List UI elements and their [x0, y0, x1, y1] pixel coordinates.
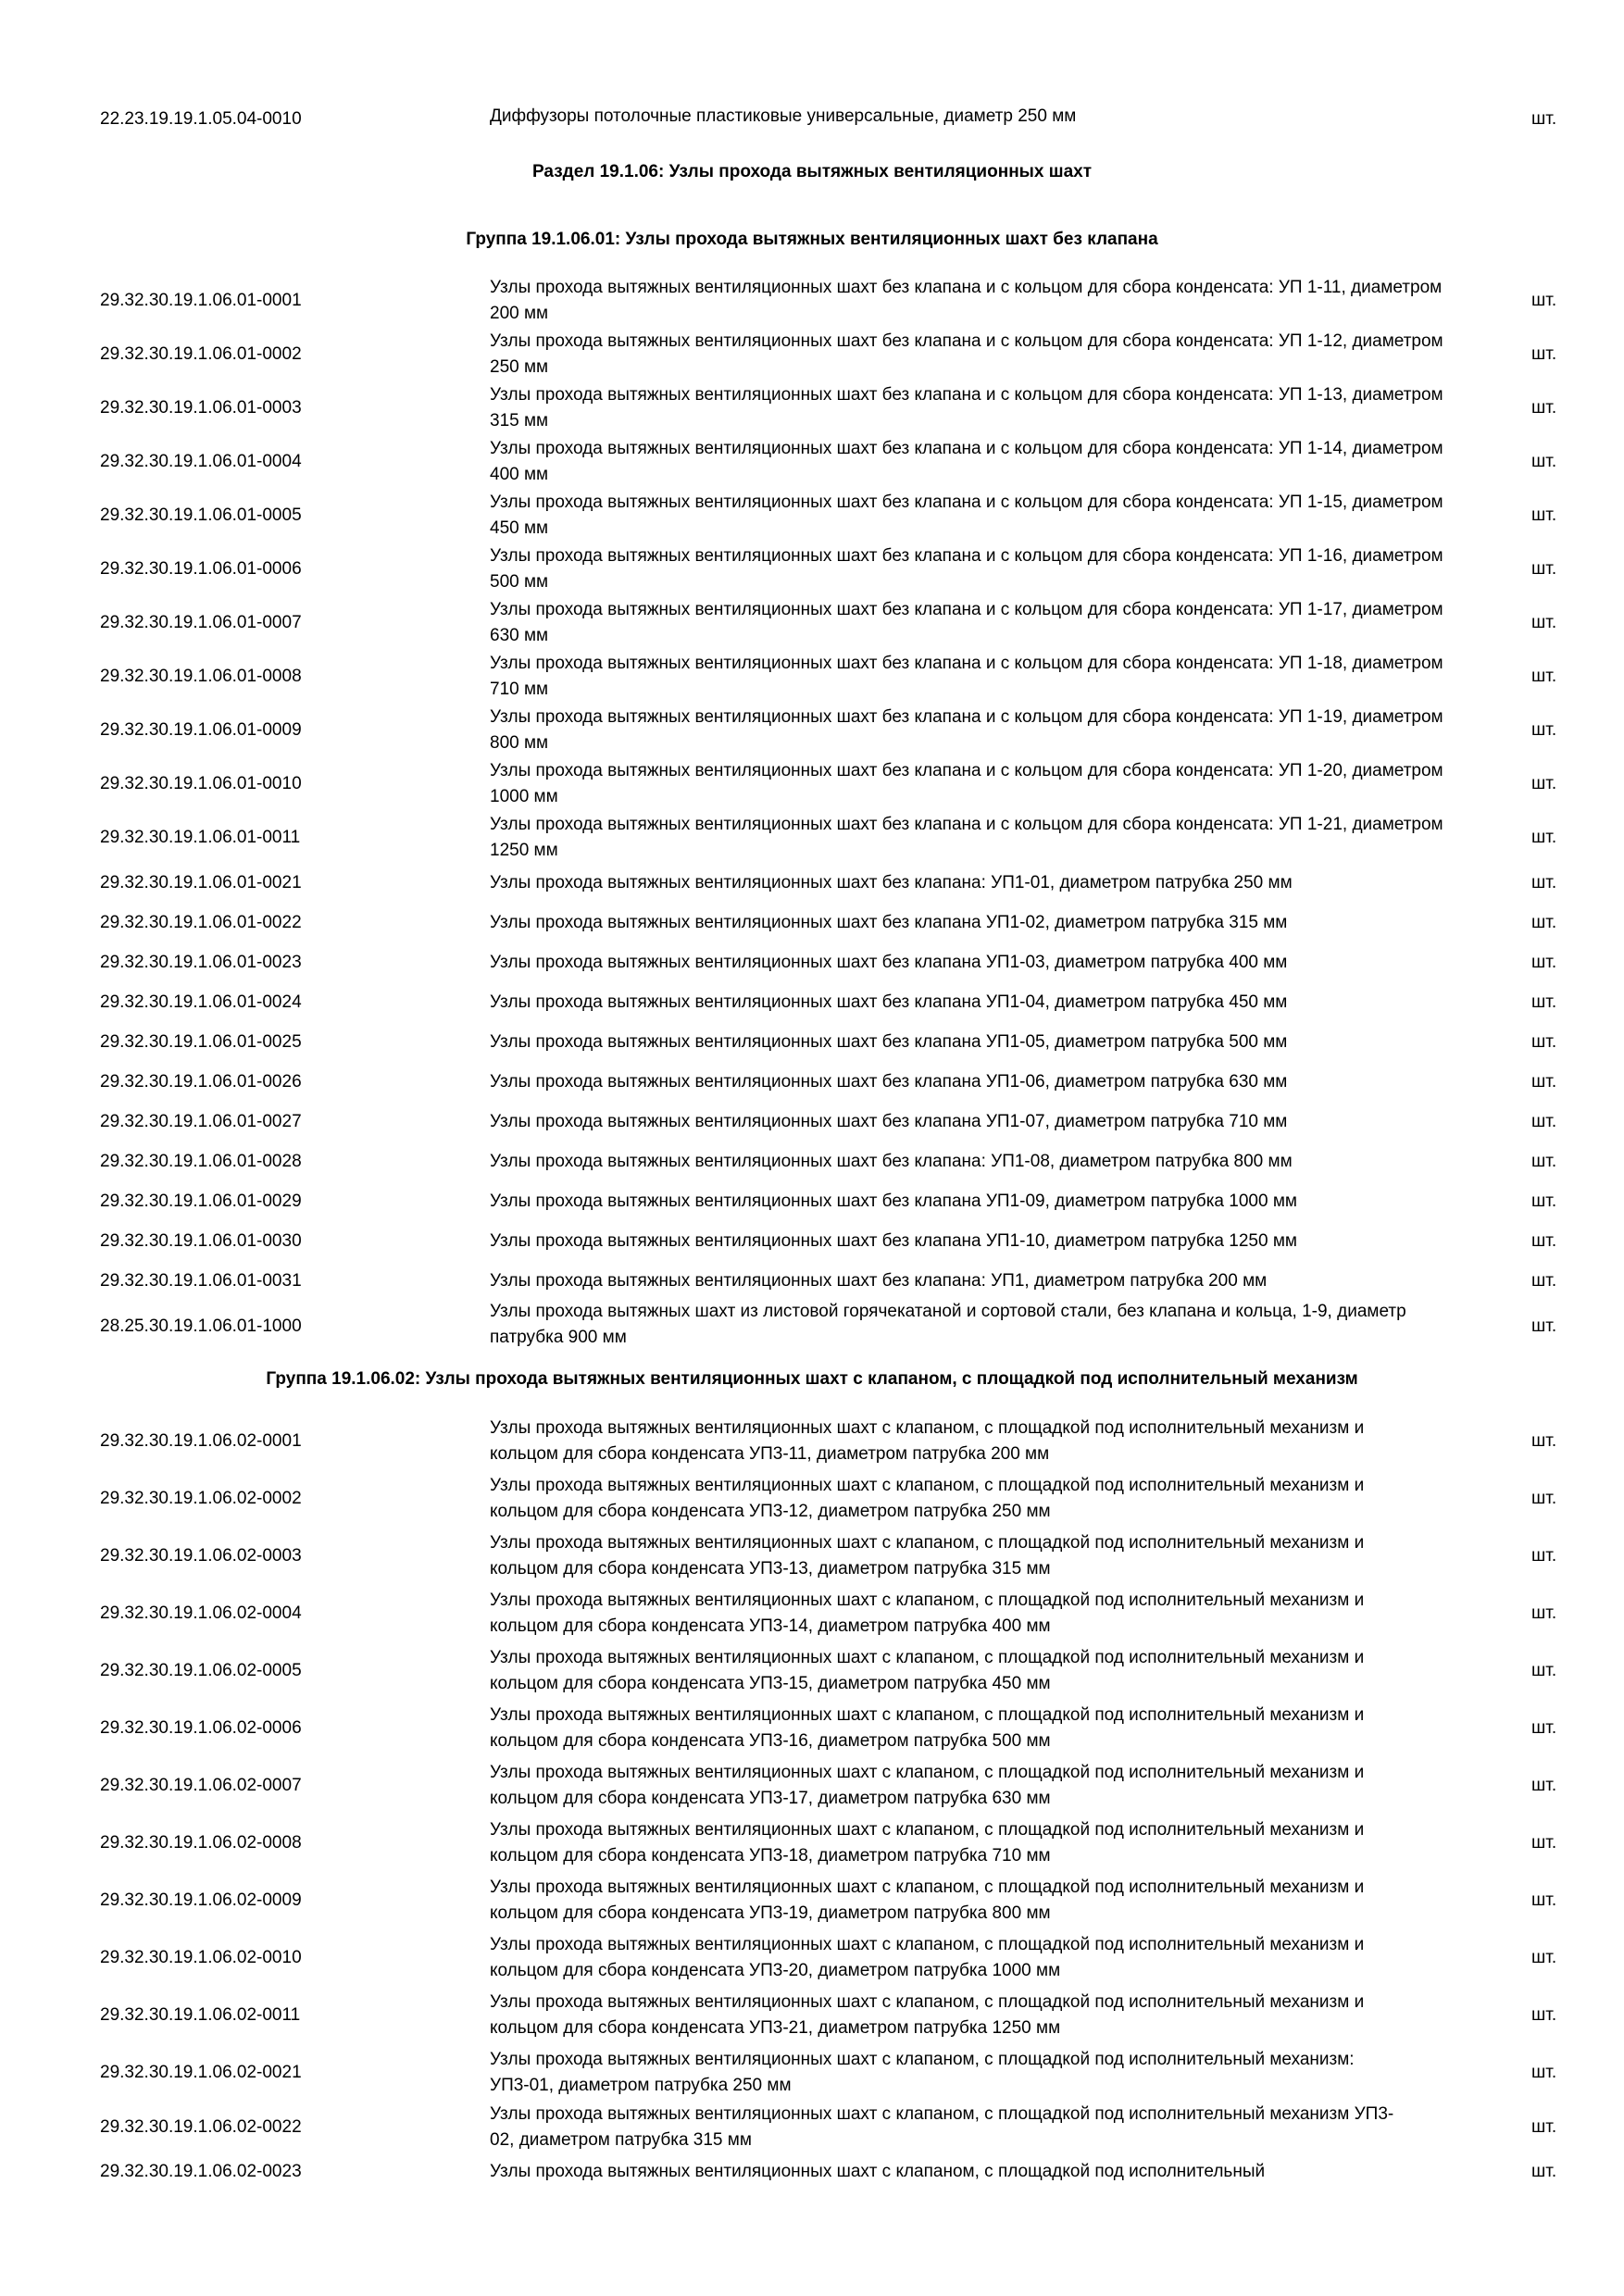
- row-name: Узлы прохода вытяжных вентиляционных шахт с клапаном, с площадкой под исполнительный механизм и кольцом для сбора конденсата УП3-14, диаметром патрубка 400 мм: [490, 1591, 1365, 1636]
- row-unit: шт.: [1531, 1112, 1557, 1131]
- row-unit: шт.: [1531, 1032, 1557, 1052]
- row-unit: шт.: [1531, 913, 1557, 932]
- row-name: Узлы прохода вытяжных вентиляционных шахт без клапана и с кольцом для сбора конденсата: УП 1-16, диаметром 500 мм: [490, 546, 1443, 592]
- row-unit: шт.: [1531, 828, 1557, 847]
- row-unit: шт.: [1531, 1833, 1557, 1853]
- row-name: Диффузоры потолочные пластиковые универсальные, диаметр 250 мм: [490, 106, 1077, 126]
- row-unit: шт.: [1531, 1271, 1557, 1291]
- row-name: Узлы прохода вытяжных вентиляционных шахт без клапана и с кольцом для сбора конденсата: УП 1-19, диаметром 800 мм: [490, 707, 1443, 753]
- row-unit: шт.: [1531, 559, 1557, 579]
- row-code: 29.32.30.19.1.06.02-0001: [100, 1431, 302, 1451]
- row-unit: шт.: [1531, 613, 1557, 632]
- table-row: [0, 1295, 1624, 1347]
- row-code: 29.32.30.19.1.06.01-0023: [100, 953, 302, 972]
- table-row: [0, 873, 1624, 893]
- row-code: 29.32.30.19.1.06.01-0001: [100, 291, 302, 310]
- row-code: 29.32.30.19.1.06.02-0008: [100, 1833, 302, 1853]
- row-name: Узлы прохода вытяжных вентиляционных шахт без клапана УП1-09, диаметром патрубка 1000 мм: [490, 1192, 1297, 1211]
- table-row: [0, 543, 1624, 595]
- row-unit: шт.: [1531, 452, 1557, 471]
- row-code: 29.32.30.19.1.06.01-0009: [100, 720, 302, 740]
- row-name: Узлы прохода вытяжных вентиляционных шахт с клапаном, с площадкой под исполнительный механизм: УП3-01, диаметром патрубка 250 мм: [490, 2050, 1355, 2095]
- row-name: Узлы прохода вытяжных вентиляционных шахт без клапана и с кольцом для сбора конденсата: УП 1-15, диаметром 450 мм: [490, 493, 1443, 538]
- row-unit: шт.: [1531, 1316, 1557, 1336]
- table-row: [0, 2102, 1624, 2153]
- row-unit: шт.: [1531, 1489, 1557, 1508]
- row-unit: шт.: [1531, 1948, 1557, 1967]
- row-code: 29.32.30.19.1.06.01-0025: [100, 1032, 302, 1052]
- row-code: 29.32.30.19.1.06.01-0006: [100, 559, 302, 579]
- row-name: Узлы прохода вытяжных вентиляционных шахт с клапаном, с площадкой под исполнительный механизм и кольцом для сбора конденсата УП3-12, диаметром патрубка 250 мм: [490, 1476, 1365, 1521]
- row-unit: шт.: [1531, 1546, 1557, 1566]
- row-code: 29.32.30.19.1.06.02-0009: [100, 1890, 302, 1910]
- row-name: Узлы прохода вытяжных вентиляционных шахт без клапана и с кольцом для сбора конденсата: УП 1-11, диаметром 200 мм: [490, 278, 1443, 323]
- row-code: 29.32.30.19.1.06.02-0005: [100, 1661, 302, 1680]
- row-code: 29.32.30.19.1.06.01-0021: [100, 873, 302, 892]
- row-name: Узлы прохода вытяжных вентиляционных шахт с клапаном, с площадкой под исполнительный механизм и кольцом для сбора конденсата УП3-15, диаметром патрубка 450 мм: [490, 1648, 1365, 1693]
- table-row: [0, 1875, 1624, 1927]
- row-unit: шт.: [1531, 2117, 1557, 2137]
- row-code: 29.32.30.19.1.06.01-0011: [100, 828, 301, 847]
- row-name: Узлы прохода вытяжных вентиляционных шахт без клапана: УП1, диаметром патрубка 200 мм: [490, 1271, 1268, 1291]
- row-code: 29.32.30.19.1.06.01-0007: [100, 613, 302, 632]
- row-name: Узлы прохода вытяжных вентиляционных шахт с клапаном, с площадкой под исполнительный механизм и кольцом для сбора конденсата УП3-17, диаметром патрубка 630 мм: [490, 1763, 1365, 1808]
- table-row: [0, 1530, 1624, 1582]
- row-unit: шт.: [1531, 667, 1557, 686]
- row-unit: шт.: [1531, 1231, 1557, 1251]
- row-name: Узлы прохода вытяжных шахт из листовой горячекатаной и сортовой стали, без клапана и кольца, 1-9, диаметр патрубка 900 мм: [490, 1302, 1406, 1347]
- row-name: Узлы прохода вытяжных вентиляционных шахт без клапана и с кольцом для сбора конденсата: УП 1-20, диаметром 1000 мм: [490, 761, 1443, 806]
- row-name: Узлы прохода вытяжных вентиляционных шахт без клапана и с кольцом для сбора конденсата: УП 1-18, диаметром 710 мм: [490, 654, 1443, 699]
- row-code: 29.32.30.19.1.06.01-0003: [100, 398, 302, 418]
- row-unit: шт.: [1531, 291, 1557, 310]
- row-unit: шт.: [1531, 2005, 1557, 2025]
- table-row: [0, 275, 1624, 327]
- table-row: [0, 812, 1624, 864]
- table-row: [0, 2047, 1624, 2099]
- row-name: Узлы прохода вытяжных вентиляционных шахт с клапаном, с площадкой под исполнительный механизм и кольцом для сбора конденсата УП3-21, диаметром патрубка 1250 мм: [490, 1992, 1365, 2038]
- table-row: [0, 1231, 1624, 1252]
- row-name: Узлы прохода вытяжных вентиляционных шахт с клапаном, с площадкой под исполнительный механизм и кольцом для сбора конденсата УП3-16, диаметром патрубка 500 мм: [490, 1705, 1365, 1751]
- table-row: [0, 597, 1624, 649]
- row-name: Узлы прохода вытяжных вентиляционных шахт без клапана УП1-04, диаметром патрубка 450 мм: [490, 992, 1288, 1012]
- row-name: Узлы прохода вытяжных вентиляционных шахт без клапана УП1-06, диаметром патрубка 630 мм: [490, 1072, 1288, 1092]
- row-code: 28.25.30.19.1.06.01-1000: [100, 1316, 302, 1336]
- table-row: [0, 1817, 1624, 1869]
- row-code: 29.32.30.19.1.06.02-0011: [100, 2005, 301, 2025]
- row-unit: шт.: [1531, 873, 1557, 892]
- row-code: 29.32.30.19.1.06.01-0027: [100, 1112, 302, 1131]
- row-code: 29.32.30.19.1.06.02-0002: [100, 1489, 302, 1508]
- row-unit: шт.: [1531, 1072, 1557, 1092]
- row-unit: шт.: [1531, 1890, 1557, 1910]
- row-name: Узлы прохода вытяжных вентиляционных шахт с клапаном, с площадкой под исполнительный механизм и кольцом для сбора конденсата УП3-20, диаметром патрубка 1000 мм: [490, 1935, 1365, 1980]
- row-code: 29.32.30.19.1.06.01-0008: [100, 667, 302, 686]
- table-row: [0, 953, 1624, 973]
- row-code: 29.32.30.19.1.06.01-0029: [100, 1192, 302, 1211]
- row-unit: шт.: [1531, 398, 1557, 418]
- row-name: Узлы прохода вытяжных вентиляционных шахт с клапаном, с площадкой под исполнительный механизм и кольцом для сбора конденсата УП3-19, диаметром патрубка 800 мм: [490, 1878, 1365, 1923]
- row-unit: шт.: [1531, 720, 1557, 740]
- row-unit: шт.: [1531, 774, 1557, 793]
- table-row: [0, 490, 1624, 542]
- row-name: Узлы прохода вытяжных вентиляционных шахт без клапана: УП1-08, диаметром патрубка 800 мм: [490, 1152, 1293, 1171]
- row-unit: шт.: [1531, 992, 1557, 1012]
- row-name: Узлы прохода вытяжных вентиляционных шахт без клапана УП1-02, диаметром патрубка 315 мм: [490, 913, 1288, 932]
- table-row: [0, 1112, 1624, 1132]
- table-row: [0, 436, 1624, 488]
- table-row: [0, 1588, 1624, 1640]
- table-row: [0, 1703, 1624, 1754]
- row-code: 29.32.30.19.1.06.01-0010: [100, 774, 302, 793]
- row-name: Узлы прохода вытяжных вентиляционных шахт без клапана УП1-03, диаметром патрубка 400 мм: [490, 953, 1288, 972]
- table-row: [0, 382, 1624, 434]
- table-row: [0, 2159, 1624, 2185]
- row-unit: шт.: [1531, 1776, 1557, 1795]
- row-code: 29.32.30.19.1.06.02-0006: [100, 1718, 302, 1738]
- row-name: Узлы прохода вытяжных вентиляционных шахт с клапаном, с площадкой под исполнительный механизм УП3-02, диаметром патрубка 315 мм: [490, 2104, 1394, 2150]
- row-name: Узлы прохода вытяжных вентиляционных шахт с клапаном, с площадкой под исполнительный механизм и кольцом для сбора конденсата УП3-13, диаметром патрубка 315 мм: [490, 1533, 1365, 1578]
- row-name: Узлы прохода вытяжных вентиляционных шахт без клапана и с кольцом для сбора конденсата: УП 1-14, диаметром 400 мм: [490, 439, 1443, 484]
- row-code: 29.32.30.19.1.06.01-0030: [100, 1231, 302, 1251]
- row-code: 29.32.30.19.1.06.01-0004: [100, 452, 302, 471]
- row-code: 29.32.30.19.1.06.01-0022: [100, 913, 302, 932]
- row-code: 29.32.30.19.1.06.02-0004: [100, 1603, 302, 1623]
- table-row: [0, 913, 1624, 933]
- row-unit: шт.: [1531, 344, 1557, 364]
- row-name: Узлы прохода вытяжных вентиляционных шахт без клапана УП1-07, диаметром патрубка 710 мм: [490, 1112, 1288, 1131]
- row-unit: шт.: [1531, 505, 1557, 525]
- row-name: Узлы прохода вытяжных вентиляционных шахт без клапана и с кольцом для сбора конденсата: УП 1-12, диаметром 250 мм: [490, 331, 1443, 377]
- group-title-1: Группа 19.1.06.01: Узлы прохода вытяжных вентиляционных шахт без клапана: [466, 230, 1158, 249]
- section-title: Раздел 19.1.06: Узлы прохода вытяжных вентиляционных шахт: [531, 162, 1093, 181]
- table-row: [0, 1645, 1624, 1697]
- group-title-2: Группа 19.1.06.02: Узлы прохода вытяжных вентиляционных шахт с клапаном, с площадкой под исполнительный механизм: [266, 1369, 1358, 1389]
- row-unit: шт.: [1531, 1152, 1557, 1171]
- row-code: 29.32.30.19.1.06.01-0005: [100, 505, 302, 525]
- table-row: [0, 651, 1624, 703]
- row-code: 29.32.30.19.1.06.01-0028: [100, 1152, 302, 1171]
- row-code: 29.32.30.19.1.06.02-0021: [100, 2063, 302, 2082]
- row-unit: шт.: [1531, 1603, 1557, 1623]
- row-code: 29.32.30.19.1.06.02-0003: [100, 1546, 302, 1566]
- row-unit: шт.: [1531, 1718, 1557, 1738]
- row-code: 29.32.30.19.1.06.01-0031: [100, 1271, 302, 1291]
- table-row: [0, 106, 1624, 132]
- row-name: Узлы прохода вытяжных вентиляционных шахт без клапана УП1-10, диаметром патрубка 1250 мм: [490, 1231, 1297, 1251]
- row-unit: шт.: [1531, 1661, 1557, 1680]
- row-name: Узлы прохода вытяжных вентиляционных шахт без клапана и с кольцом для сбора конденсата: УП 1-17, диаметром 630 мм: [490, 600, 1443, 645]
- row-name: Узлы прохода вытяжных вентиляционных шахт с клапаном, с площадкой под исполнительный: [490, 2162, 1266, 2181]
- table-row: [0, 329, 1624, 381]
- row-unit: шт.: [1531, 1192, 1557, 1211]
- table-row: [0, 1072, 1624, 1092]
- row-unit: шт.: [1531, 2063, 1557, 2082]
- table-row: [0, 705, 1624, 756]
- table-row: [0, 1032, 1624, 1053]
- row-code: 22.23.19.19.1.05.04-0010: [100, 109, 302, 129]
- row-code: 29.32.30.19.1.06.01-0024: [100, 992, 302, 1012]
- row-unit: шт.: [1531, 953, 1557, 972]
- row-code: 29.32.30.19.1.06.01-0002: [100, 344, 302, 364]
- table-row: [0, 1990, 1624, 2041]
- row-code: 29.32.30.19.1.06.01-0026: [100, 1072, 302, 1092]
- row-unit: шт.: [1531, 1431, 1557, 1451]
- table-row: [0, 1192, 1624, 1212]
- row-name: Узлы прохода вытяжных вентиляционных шахт без клапана и с кольцом для сбора конденсата: УП 1-21, диаметром 1250 мм: [490, 815, 1443, 860]
- row-unit: шт.: [1531, 2162, 1557, 2181]
- table-row: [0, 1152, 1624, 1172]
- row-code: 29.32.30.19.1.06.02-0007: [100, 1776, 302, 1795]
- table-row: [0, 1416, 1624, 1467]
- table-row: [0, 1760, 1624, 1812]
- row-name: Узлы прохода вытяжных вентиляционных шахт без клапана и с кольцом для сбора конденсата: УП 1-13, диаметром 315 мм: [490, 385, 1443, 430]
- row-code: 29.32.30.19.1.06.02-0022: [100, 2117, 302, 2137]
- row-name: Узлы прохода вытяжных вентиляционных шахт с клапаном, с площадкой под исполнительный механизм и кольцом для сбора конденсата УП3-11, диаметром патрубка 200 мм: [490, 1418, 1365, 1464]
- row-unit: шт.: [1531, 109, 1557, 129]
- row-code: 29.32.30.19.1.06.02-0010: [100, 1948, 302, 1967]
- table-row: [0, 992, 1624, 1013]
- row-name: Узлы прохода вытяжных вентиляционных шахт без клапана: УП1-01, диаметром патрубка 250 мм: [490, 873, 1293, 892]
- table-row: [0, 1473, 1624, 1525]
- row-name: Узлы прохода вытяжных вентиляционных шахт без клапана УП1-05, диаметром патрубка 500 мм: [490, 1032, 1288, 1052]
- table-row: [0, 758, 1624, 810]
- row-name: Узлы прохода вытяжных вентиляционных шахт с клапаном, с площадкой под исполнительный механизм и кольцом для сбора конденсата УП3-18, диаметром патрубка 710 мм: [490, 1820, 1365, 1866]
- table-row: [0, 1271, 1624, 1292]
- table-row: [0, 1932, 1624, 1984]
- row-code: 29.32.30.19.1.06.02-0023: [100, 2162, 302, 2181]
